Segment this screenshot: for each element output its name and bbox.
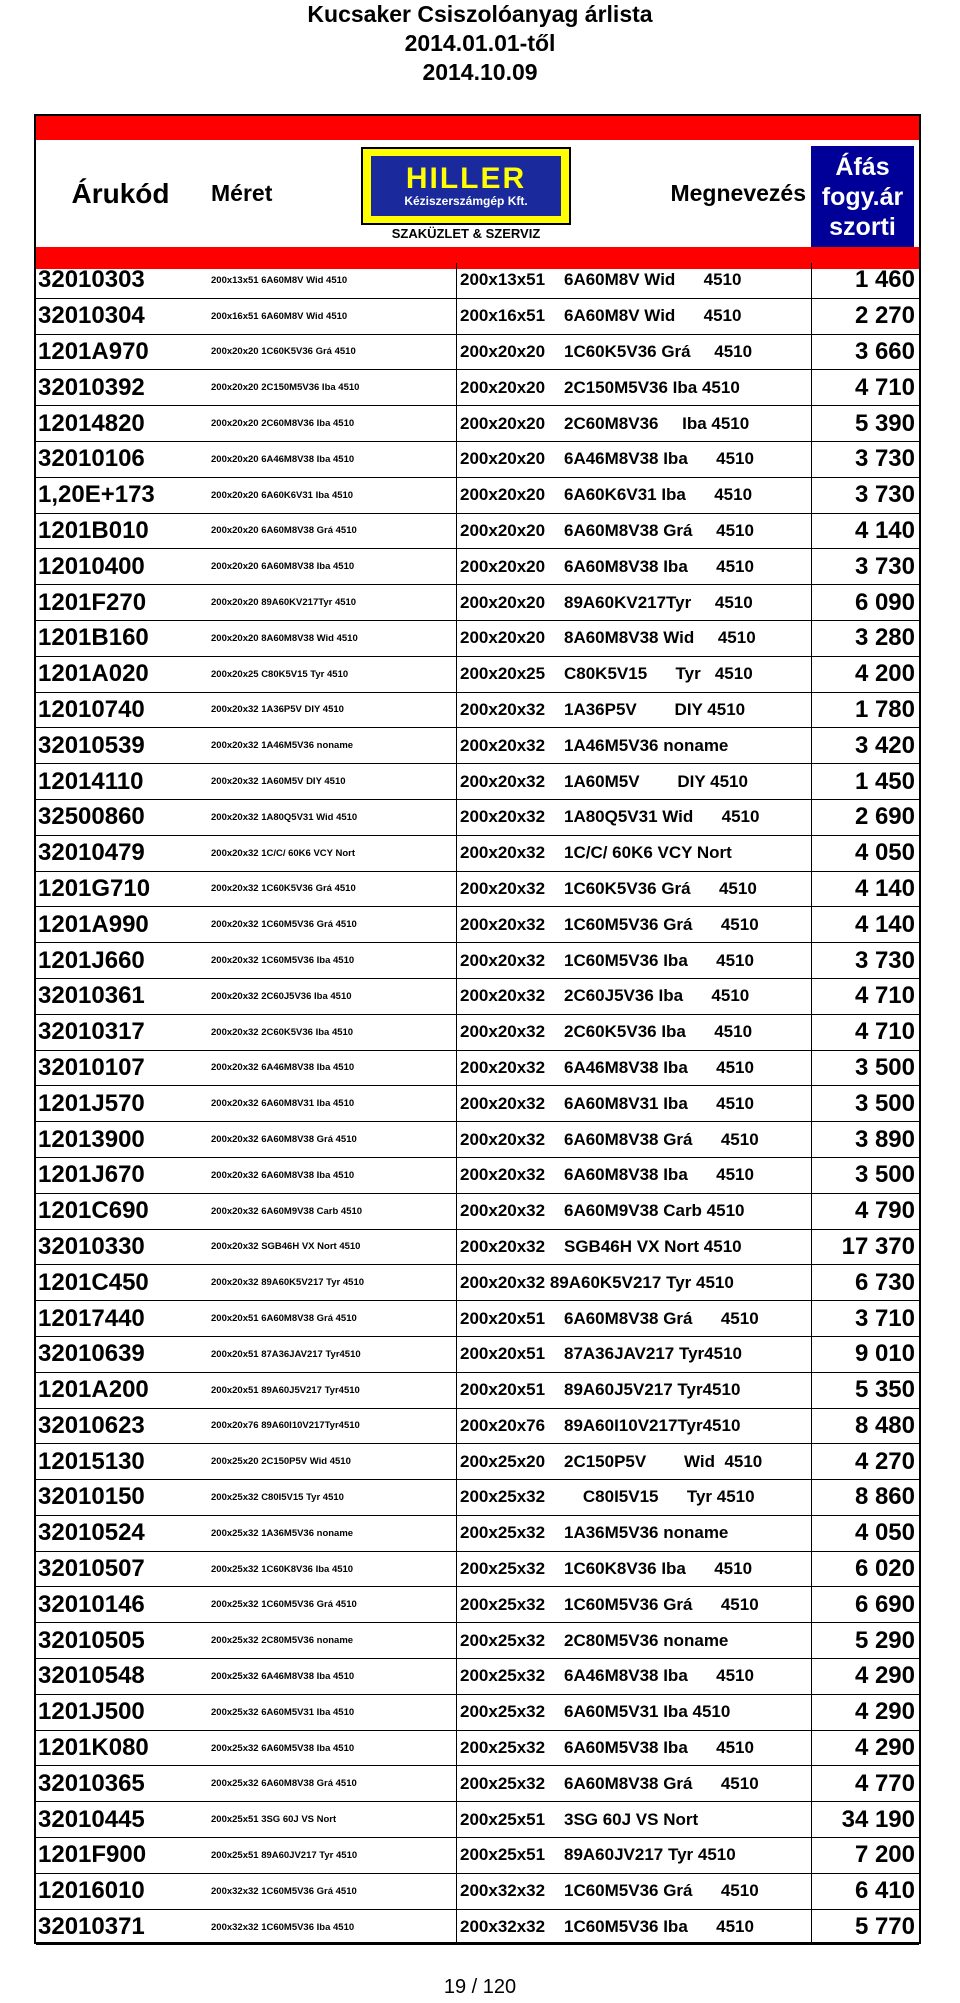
item-price: 4 290	[811, 1659, 919, 1694]
item-price: 8 480	[811, 1409, 919, 1444]
column-header-arukod: Árukód	[71, 177, 170, 209]
table-row	[36, 943, 919, 979]
item-code: 12010740	[38, 695, 145, 723]
item-price: 3 660	[811, 335, 919, 370]
item-code: 1201J660	[38, 946, 145, 974]
item-name: 200x20x20 89A60KV217Tyr 4510	[456, 585, 811, 620]
table-row	[36, 836, 919, 872]
table-row	[36, 872, 919, 908]
item-price: 3 730	[811, 442, 919, 477]
item-size-small: 200x20x32 SGB46H VX Nort 4510	[211, 1241, 361, 1253]
item-name: 200x25x32 1A36M5V36 noname	[456, 1516, 811, 1551]
item-name: 200x20x32 SGB46H VX Nort 4510	[456, 1230, 811, 1265]
table-row	[36, 549, 919, 585]
table-row	[36, 370, 919, 406]
column-header-megnevezes: Megnevezés	[670, 180, 806, 206]
item-name: 200x16x51 6A60M8V Wid 4510	[456, 299, 811, 334]
item-price: 3 500	[811, 1086, 919, 1121]
table-row	[36, 1623, 919, 1659]
item-name: 200x20x32 1A46M5V36 noname	[456, 728, 811, 763]
item-price: 2 270	[811, 299, 919, 334]
item-size-small: 200x25x32 C80I5V15 Tyr 4510	[211, 1491, 344, 1503]
item-price: 3 420	[811, 728, 919, 763]
item-price: 4 200	[811, 657, 919, 692]
table-body	[36, 263, 919, 1945]
item-name: 200x20x32 6A60M8V38 Iba 4510	[456, 1158, 811, 1193]
item-price: 4 270	[811, 1444, 919, 1479]
item-size-small: 200x25x32 2C80M5V36 noname	[211, 1635, 354, 1647]
item-name: 200x20x20 1C60K5V36 Grá 4510	[456, 335, 811, 370]
item-code: 1201F900	[38, 1841, 147, 1869]
table-row	[36, 1695, 919, 1731]
item-price: 4 140	[811, 907, 919, 942]
item-code: 32010304	[38, 302, 145, 330]
item-code: 32010539	[38, 731, 145, 759]
item-name: 200x20x20 6A46M8V38 Iba 4510	[456, 442, 811, 477]
table-header-band-bottom	[36, 247, 919, 257]
item-size-small: 200x25x32 6A60M5V31 Iba 4510	[211, 1706, 355, 1718]
item-code: 32010146	[38, 1590, 145, 1618]
item-name: 200x20x32 6A60M8V38 Grá 4510	[456, 1122, 811, 1157]
item-code: 32010303	[38, 266, 145, 294]
item-price: 6 690	[811, 1587, 919, 1622]
item-name: 200x25x32 2C80M5V36 noname	[456, 1623, 811, 1658]
item-code: 1201A020	[38, 660, 149, 688]
logo-brand-text: HILLER	[405, 161, 527, 195]
table-row	[36, 1051, 919, 1087]
item-size-small: 200x20x32 6A60M8V38 Grá 4510	[211, 1134, 357, 1146]
table-row	[36, 728, 919, 764]
item-name: 200x20x32 1A36P5V DIY 4510	[456, 693, 811, 728]
item-size-small: 200x20x32 1C60M5V36 Grá 4510	[211, 919, 357, 931]
item-code: 32010524	[38, 1519, 145, 1547]
table-row	[36, 1409, 919, 1445]
item-size-small: 200x20x32 1A80Q5V31 Wid 4510	[211, 811, 358, 823]
item-size-small: 200x20x32 6A60M9V38 Carb 4510	[211, 1205, 363, 1217]
item-name: 200x25x32 6A60M5V31 Iba 4510	[456, 1695, 811, 1730]
table-row	[36, 406, 919, 442]
item-name: 200x20x32 1A60M5V DIY 4510	[456, 764, 811, 799]
title-line-1: Kucsaker Csiszolóanyag árlista	[307, 1, 653, 27]
item-size-small: 200x25x51 89A60JV217 Tyr 4510	[211, 1849, 358, 1861]
item-name: 200x25x32 6A60M8V38 Grá 4510	[456, 1766, 811, 1801]
item-name: 200x20x32 1C/C/ 60K6 VCY Nort	[456, 836, 811, 871]
item-price: 3 710	[811, 1301, 919, 1336]
item-size-small: 200x20x20 1C60K5V36 Grá 4510	[211, 346, 356, 358]
price-table	[34, 114, 921, 1944]
item-price: 5 770	[811, 1910, 919, 1945]
column-header-meret: Méret	[211, 180, 273, 206]
table-header	[36, 140, 919, 247]
table-row	[36, 478, 919, 514]
item-price: 17 370	[811, 1230, 919, 1265]
item-size-small: 200x20x20 6A46M8V38 Iba 4510	[211, 453, 355, 465]
table-row	[36, 263, 919, 299]
item-name: 200x25x32 6A60M5V38 Iba 4510	[456, 1731, 811, 1766]
item-size-small: 200x20x32 89A60K5V217 Tyr 4510	[211, 1277, 365, 1289]
table-header-band-top	[36, 116, 919, 140]
table-row	[36, 1373, 919, 1409]
item-price: 3 890	[811, 1122, 919, 1157]
item-name: 200x20x32 1C60M5V36 Grá 4510	[456, 907, 811, 942]
item-code: 32010317	[38, 1018, 145, 1046]
item-size-small: 200x25x32 1A36M5V36 noname	[211, 1527, 354, 1539]
item-code: 12017440	[38, 1304, 145, 1332]
item-size-small: 200x20x20 6A60M8V38 Grá 4510	[211, 525, 357, 537]
item-name: 200x20x20 6A60M8V38 Iba 4510	[456, 549, 811, 584]
item-code: 32500860	[38, 803, 145, 831]
table-row	[36, 1444, 919, 1480]
item-price: 6 020	[811, 1552, 919, 1587]
item-code: 12016010	[38, 1877, 145, 1905]
item-name: 200x25x32 C80I5V15 Tyr 4510	[456, 1480, 811, 1515]
item-price: 6 090	[811, 585, 919, 620]
item-code: 1201J570	[38, 1089, 145, 1117]
item-size-small: 200x20x32 6A46M8V38 Iba 4510	[211, 1062, 355, 1074]
title-line-3: 2014.10.09	[422, 59, 538, 85]
company-logo	[338, 140, 594, 247]
price-header-line-2: fogy.ár	[821, 182, 904, 211]
item-code: 32010548	[38, 1662, 145, 1690]
item-name: 200x32x32 1C60M5V36 Iba 4510	[456, 1910, 811, 1945]
table-row	[36, 1086, 919, 1122]
item-price: 4 140	[811, 514, 919, 549]
item-price: 3 500	[811, 1051, 919, 1086]
item-code: 12010400	[38, 552, 145, 580]
item-code: 1201B010	[38, 516, 149, 544]
item-size-small: 200x20x32 6A60M8V38 Iba 4510	[211, 1169, 355, 1181]
item-code: 32010505	[38, 1626, 145, 1654]
item-price: 4 290	[811, 1695, 919, 1730]
item-price: 4 290	[811, 1731, 919, 1766]
item-name: 200x20x32 2C60J5V36 Iba 4510	[456, 979, 811, 1014]
table-row	[36, 1587, 919, 1623]
item-size-small: 200x16x51 6A60M8V Wid 4510	[211, 310, 348, 322]
item-price: 1 450	[811, 764, 919, 799]
item-price: 3 730	[811, 478, 919, 513]
item-size-small: 200x32x32 1C60M5V36 Grá 4510	[211, 1885, 357, 1897]
item-size-small: 200x20x20 6A60K6V31 Iba 4510	[211, 489, 354, 501]
column-header-price	[811, 146, 914, 247]
table-row	[36, 299, 919, 335]
item-code: 1201J500	[38, 1698, 145, 1726]
item-name: 200x13x51 6A60M8V Wid 4510	[456, 263, 811, 298]
item-name: 200x20x32 1C60K5V36 Grá 4510	[456, 872, 811, 907]
item-name: 200x20x51 87A36JAV217 Tyr4510	[456, 1337, 811, 1372]
item-price: 9 010	[811, 1337, 919, 1372]
table-row	[36, 657, 919, 693]
item-name: 200x25x32 6A46M8V38 Iba 4510	[456, 1659, 811, 1694]
item-price: 4 710	[811, 979, 919, 1014]
item-name: 200x20x20 6A60K6V31 Iba 4510	[456, 478, 811, 513]
item-price: 4 710	[811, 1015, 919, 1050]
item-price: 5 290	[811, 1623, 919, 1658]
item-name: 200x20x32 6A46M8V38 Iba 4510	[456, 1051, 811, 1086]
item-price: 2 690	[811, 800, 919, 835]
item-size-small: 200x32x32 1C60M5V36 Iba 4510	[211, 1921, 355, 1933]
item-code: 12015130	[38, 1447, 145, 1475]
table-row	[36, 979, 919, 1015]
item-price: 6 730	[811, 1265, 919, 1300]
item-size-small: 200x13x51 6A60M8V Wid 4510	[211, 274, 348, 286]
item-code: 12014820	[38, 409, 145, 437]
table-row	[36, 1122, 919, 1158]
table-row	[36, 1552, 919, 1588]
table-row	[36, 514, 919, 550]
item-price: 3 730	[811, 549, 919, 584]
item-code: 32010479	[38, 839, 145, 867]
table-row	[36, 585, 919, 621]
item-code: 32010371	[38, 1913, 145, 1941]
table-row	[36, 1015, 919, 1051]
item-price: 5 390	[811, 406, 919, 441]
item-price: 4 790	[811, 1194, 919, 1229]
item-price: 4 710	[811, 370, 919, 405]
table-row	[36, 1480, 919, 1516]
item-name: 200x20x51 6A60M8V38 Grá 4510	[456, 1301, 811, 1336]
item-name: 200x20x32 6A60M8V31 Iba 4510	[456, 1086, 811, 1121]
item-code: 32010392	[38, 373, 145, 401]
logo-tagline: SZAKÜZLET & SZERVIZ	[391, 225, 541, 241]
item-price: 3 500	[811, 1158, 919, 1193]
price-header-line-3: szorti	[829, 212, 896, 241]
table-row	[36, 764, 919, 800]
table-row	[36, 1516, 919, 1552]
item-code: 1201G710	[38, 874, 151, 902]
table-row	[36, 1766, 919, 1802]
table-row	[36, 693, 919, 729]
item-code: 1201A200	[38, 1376, 149, 1404]
item-name: 200x25x32 1C60M5V36 Grá 4510	[456, 1587, 811, 1622]
item-code: 32010107	[38, 1053, 145, 1081]
item-price: 5 350	[811, 1373, 919, 1408]
item-code: 1201C690	[38, 1197, 149, 1225]
item-name: 200x20x32 2C60K5V36 Iba 4510	[456, 1015, 811, 1050]
item-size-small: 200x20x20 2C60M8V36 Iba 4510	[211, 418, 355, 430]
item-size-small: 200x20x51 6A60M8V38 Grá 4510	[211, 1313, 357, 1324]
title-line-2: 2014.01.01-től	[404, 30, 556, 56]
item-size-small: 200x20x20 8A60M8V38 Wid 4510	[211, 632, 358, 644]
item-price: 4 770	[811, 1766, 919, 1801]
item-code: 1201C450	[38, 1268, 149, 1296]
item-size-small: 200x25x32 6A46M8V38 Iba 4510	[211, 1670, 355, 1682]
item-code: 32010106	[38, 445, 145, 473]
item-price: 8 860	[811, 1480, 919, 1515]
item-code: 12014110	[38, 767, 144, 795]
document-title	[0, 0, 960, 87]
item-name: 200x20x32 89A60K5V217 Tyr 4510	[456, 1265, 811, 1300]
item-code: 32010445	[38, 1805, 145, 1833]
item-size-small: 200x20x32 2C60J5V36 Iba 4510	[211, 990, 352, 1002]
table-row	[36, 1910, 919, 1946]
item-size-small: 200x20x25 C80K5V15 Tyr 4510	[211, 668, 349, 680]
item-price: 1 780	[811, 693, 919, 728]
item-name: 200x20x25 C80K5V15 Tyr 4510	[456, 657, 811, 692]
item-size-small: 200x20x32 1C60K5V36 Grá 4510	[211, 883, 356, 895]
item-size-small: 200x20x32 1C60M5V36 Iba 4510	[211, 955, 355, 967]
item-name: 200x25x51 3SG 60J VS Nort	[456, 1802, 811, 1837]
table-row	[36, 907, 919, 943]
table-row	[36, 1874, 919, 1910]
table-row	[36, 1158, 919, 1194]
item-code: 1201B160	[38, 624, 149, 652]
item-code: 1201A970	[38, 337, 149, 365]
item-name: 200x20x32 1A80Q5V31 Wid 4510	[456, 800, 811, 835]
item-size-small: 200x20x51 87A36JAV217 Tyr4510	[211, 1348, 361, 1360]
item-name: 200x20x20 8A60M8V38 Wid 4510	[456, 621, 811, 656]
table-row	[36, 1337, 919, 1373]
table-row	[36, 1301, 919, 1337]
item-price: 4 140	[811, 872, 919, 907]
item-size-small: 200x25x51 3SG 60J VS Nort	[211, 1814, 337, 1826]
item-name: 200x20x20 6A60M8V38 Grá 4510	[456, 514, 811, 549]
item-size-small: 200x20x32 1A60M5V DIY 4510	[211, 776, 346, 788]
item-size-small: 200x25x32 6A60M8V38 Grá 4510	[211, 1778, 357, 1790]
table-row	[36, 442, 919, 478]
logo-badge	[361, 147, 571, 225]
table-row	[36, 1194, 919, 1230]
item-code: 12013900	[38, 1125, 145, 1153]
table-row	[36, 1802, 919, 1838]
item-name: 200x20x32 1C60M5V36 Iba 4510	[456, 943, 811, 978]
item-code: 1,20E+173	[38, 481, 155, 509]
item-name: 200x25x51 89A60JV217 Tyr 4510	[456, 1838, 811, 1873]
item-code: 1201A990	[38, 910, 149, 938]
item-name: 200x20x20 2C60M8V36 Iba 4510	[456, 406, 811, 441]
item-name: 200x20x20 2C150M5V36 Iba 4510	[456, 370, 811, 405]
item-price: 1 460	[811, 263, 919, 298]
item-size-small: 200x20x51 89A60J5V217 Tyr4510	[211, 1384, 360, 1396]
item-size-small: 200x20x20 2C150M5V36 Iba 4510	[211, 382, 360, 394]
item-code: 32010639	[38, 1340, 145, 1368]
table-row	[36, 621, 919, 657]
table-row	[36, 1230, 919, 1266]
item-name: 200x32x32 1C60M5V36 Grá 4510	[456, 1874, 811, 1909]
table-row	[36, 1731, 919, 1767]
item-size-small: 200x20x32 1A46M5V36 noname	[211, 740, 354, 752]
item-name: 200x20x51 89A60J5V217 Tyr4510	[456, 1373, 811, 1408]
item-size-small: 200x20x32 1C/C/ 60K6 VCY Nort	[211, 847, 355, 859]
page-number: 19 / 120	[443, 1976, 517, 1998]
table-row	[36, 335, 919, 371]
item-size-small: 200x20x32 2C60K5V36 Iba 4510	[211, 1026, 354, 1038]
item-code: 1201J670	[38, 1161, 145, 1189]
item-size-small: 200x20x76 89A60I10V217Tyr4510	[211, 1420, 360, 1432]
item-size-small: 200x20x20 6A60M8V38 Iba 4510	[211, 561, 355, 573]
item-price: 7 200	[811, 1838, 919, 1873]
item-code: 32010507	[38, 1555, 145, 1583]
table-row	[36, 800, 919, 836]
table-row	[36, 1659, 919, 1695]
item-code: 1201F270	[38, 588, 147, 616]
table-row	[36, 1838, 919, 1874]
item-code: 32010150	[38, 1483, 145, 1511]
item-code: 32010365	[38, 1769, 145, 1797]
item-name: 200x25x20 2C150P5V Wid 4510	[456, 1444, 811, 1479]
item-price: 4 050	[811, 1516, 919, 1551]
item-size-small: 200x25x32 6A60M5V38 Iba 4510	[211, 1742, 355, 1754]
item-size-small: 200x25x20 2C150P5V Wid 4510	[211, 1456, 351, 1468]
item-size-small: 200x25x32 1C60M5V36 Grá 4510	[211, 1599, 357, 1611]
logo-subtitle: Kéziszerszámgép Kft.	[404, 193, 528, 208]
item-code: 1201K080	[38, 1734, 149, 1762]
item-name: 200x25x32 1C60K8V36 Iba 4510	[456, 1552, 811, 1587]
price-header-line-1: Áfás	[835, 152, 890, 181]
item-name: 200x20x32 6A60M9V38 Carb 4510	[456, 1194, 811, 1229]
item-size-small: 200x20x32 6A60M8V31 Iba 4510	[211, 1098, 355, 1110]
item-code: 32010330	[38, 1232, 145, 1260]
item-price: 4 050	[811, 836, 919, 871]
item-code: 32010361	[38, 982, 145, 1010]
item-price: 6 410	[811, 1874, 919, 1909]
item-size-small: 200x20x20 89A60KV217Tyr 4510	[211, 597, 357, 609]
item-price: 3 280	[811, 621, 919, 656]
item-size-small: 200x25x32 1C60K8V36 Iba 4510	[211, 1563, 354, 1575]
item-price: 34 190	[811, 1802, 919, 1837]
item-size-small: 200x20x32 1A36P5V DIY 4510	[211, 704, 344, 716]
table-row	[36, 1265, 919, 1301]
item-price: 3 730	[811, 943, 919, 978]
item-code: 32010623	[38, 1411, 145, 1439]
item-name: 200x20x76 89A60I10V217Tyr4510	[456, 1409, 811, 1444]
